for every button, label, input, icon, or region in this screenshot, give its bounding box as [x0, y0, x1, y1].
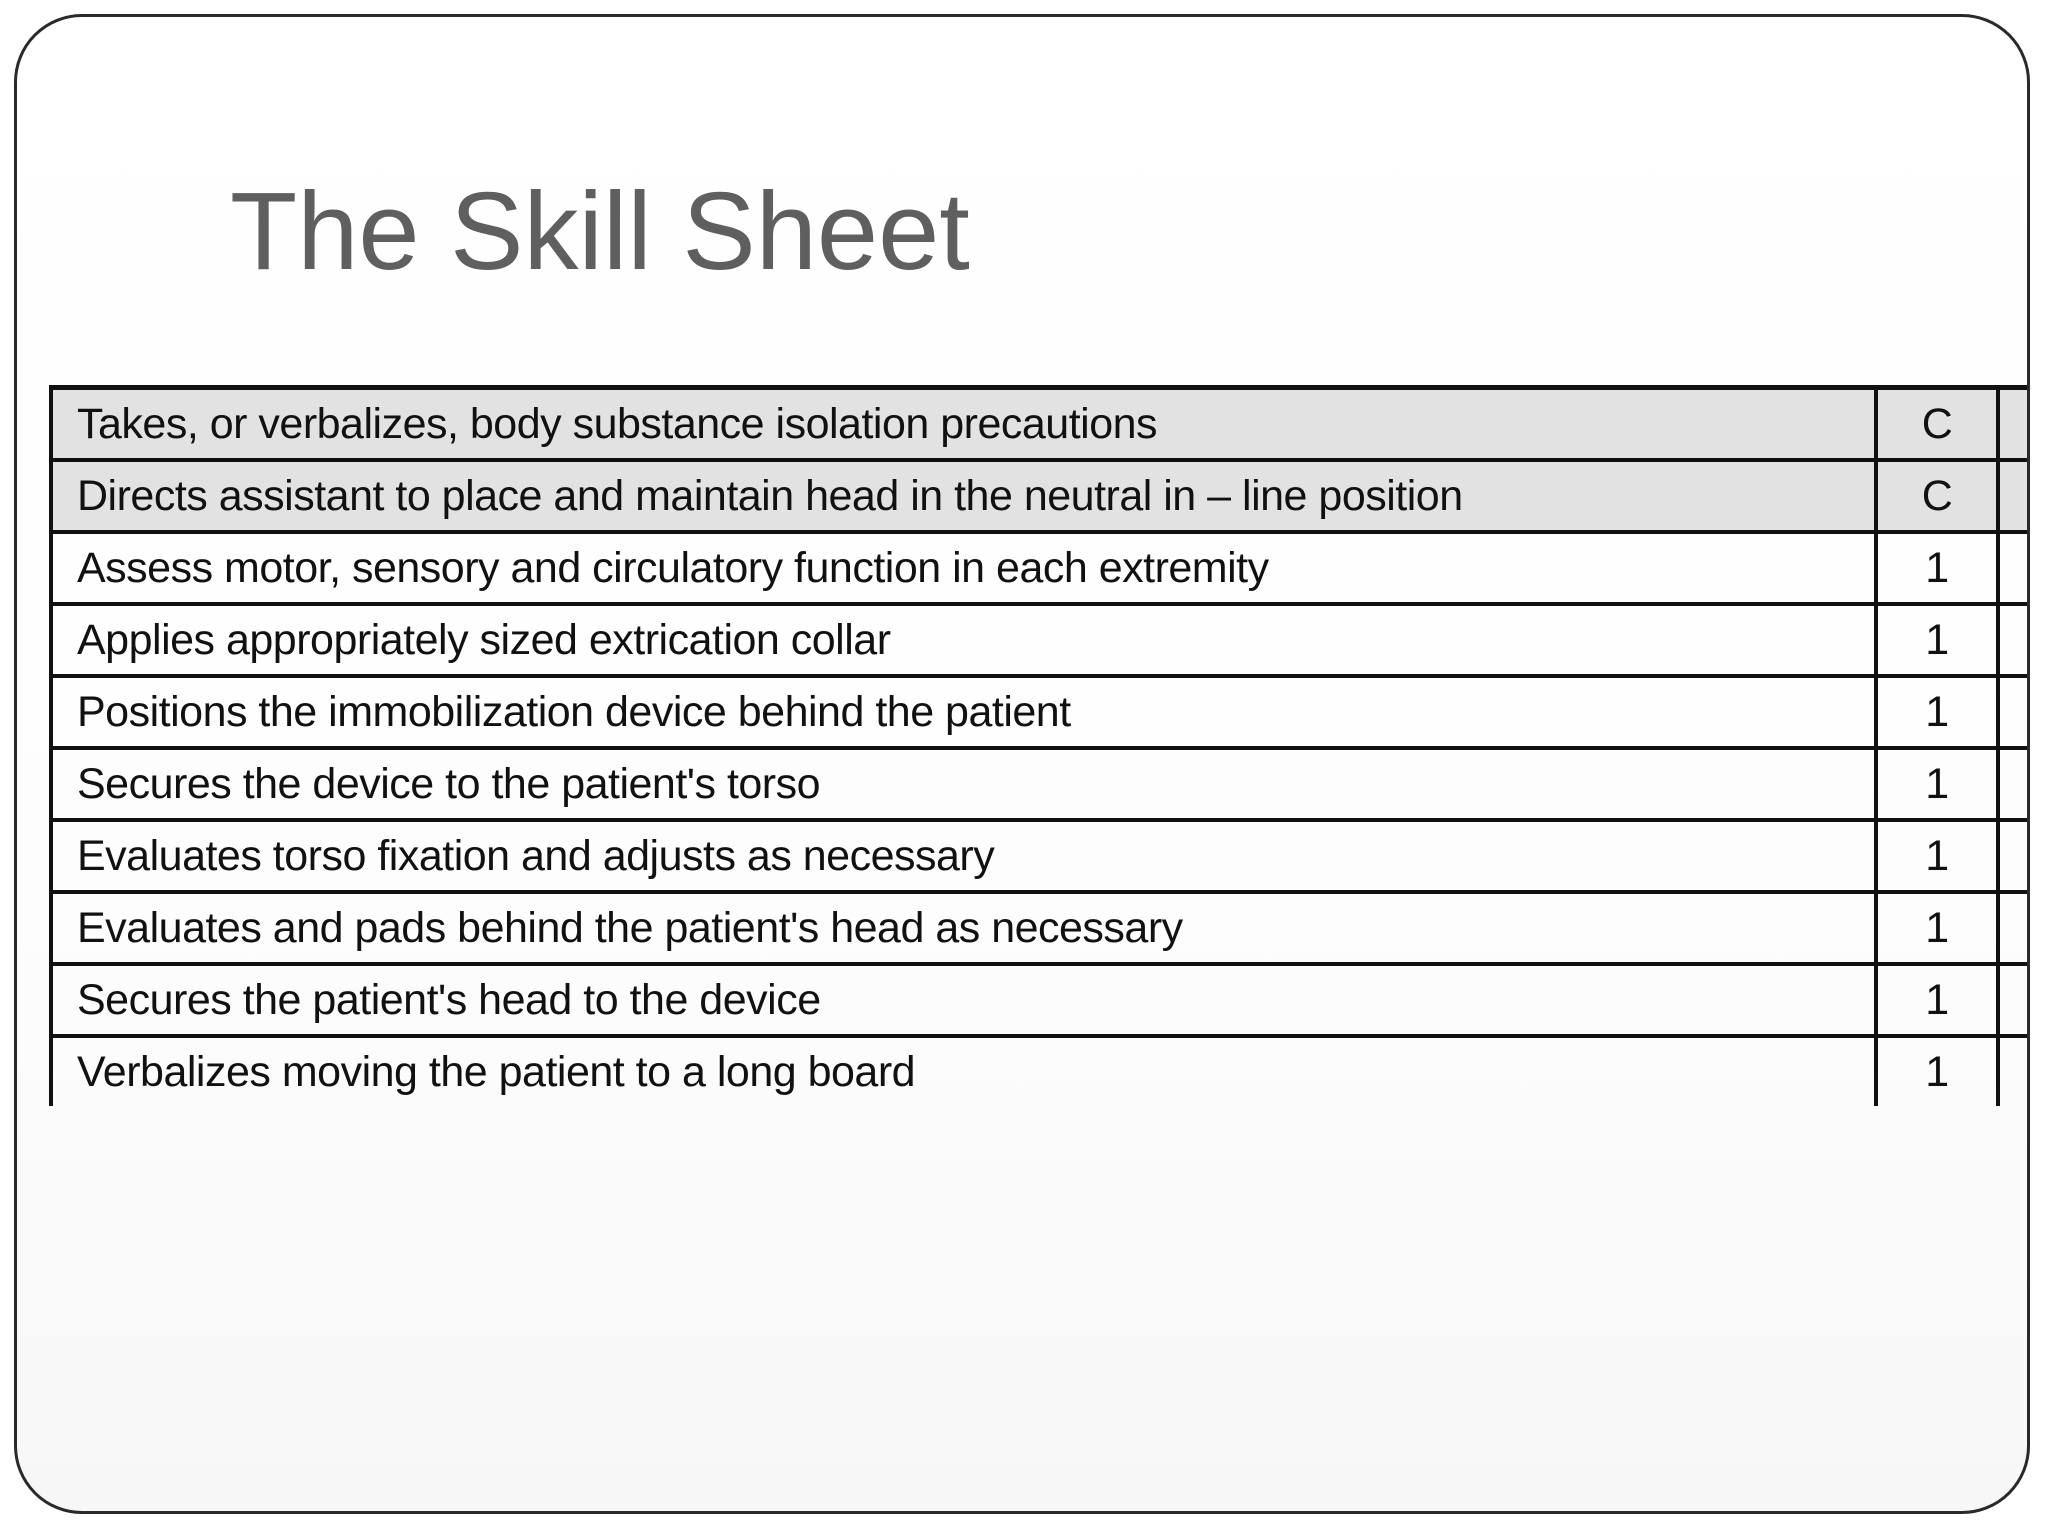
slide	[14, 14, 2030, 1514]
score-cell	[1998, 388, 2030, 461]
skill-row	[51, 676, 2030, 748]
skill-points: C	[1876, 460, 1998, 532]
skill-points: 1	[1876, 748, 1998, 820]
skill-step: Takes, or verbalizes, body substance isolation precautions	[51, 388, 1876, 461]
skill-points: 1	[1876, 676, 1998, 748]
skill-sheet-table	[49, 385, 2030, 1106]
skill-sheet-image	[49, 385, 2030, 1167]
score-cell	[1998, 532, 2030, 604]
skill-step: Secures the device to the patient's torso	[51, 748, 1876, 820]
skill-step: Verbalizes moving the patient to a long board	[51, 1036, 1876, 1106]
skill-step: Secures the patient's head to the device	[51, 964, 1876, 1036]
skill-row	[51, 460, 2030, 532]
skill-row	[51, 820, 2030, 892]
skill-step: Directs assistant to place and maintain head in the neutral in – line position	[51, 460, 1876, 532]
skill-row	[51, 1036, 2030, 1106]
skill-step: Positions the immobilization device behind the patient	[51, 676, 1876, 748]
skill-row	[51, 388, 2030, 461]
skill-points: 1	[1876, 604, 1998, 676]
skill-row	[51, 748, 2030, 820]
score-cell	[1998, 748, 2030, 820]
score-cell	[1998, 460, 2030, 532]
skill-row	[51, 964, 2030, 1036]
skill-points: 1	[1876, 532, 1998, 604]
skill-step: Evaluates and pads behind the patient's head as necessary	[51, 892, 1876, 964]
skill-step: Assess motor, sensory and circulatory function in each extremity	[51, 532, 1876, 604]
slide-title: The Skill Sheet	[230, 170, 970, 293]
skill-row	[51, 532, 2030, 604]
score-cell	[1998, 676, 2030, 748]
score-cell	[1998, 964, 2030, 1036]
skill-step: Evaluates torso fixation and adjusts as necessary	[51, 820, 1876, 892]
skill-points: C	[1876, 388, 1998, 461]
skill-points: 1	[1876, 964, 1998, 1036]
score-cell	[1998, 820, 2030, 892]
score-cell	[1998, 892, 2030, 964]
skill-points: 1	[1876, 892, 1998, 964]
score-cell	[1998, 604, 2030, 676]
skill-points: 1	[1876, 820, 1998, 892]
skill-step: Applies appropriately sized extrication collar	[51, 604, 1876, 676]
skill-row	[51, 604, 2030, 676]
skill-row	[51, 892, 2030, 964]
skill-points: 1	[1876, 1036, 1998, 1106]
score-cell	[1998, 1036, 2030, 1106]
